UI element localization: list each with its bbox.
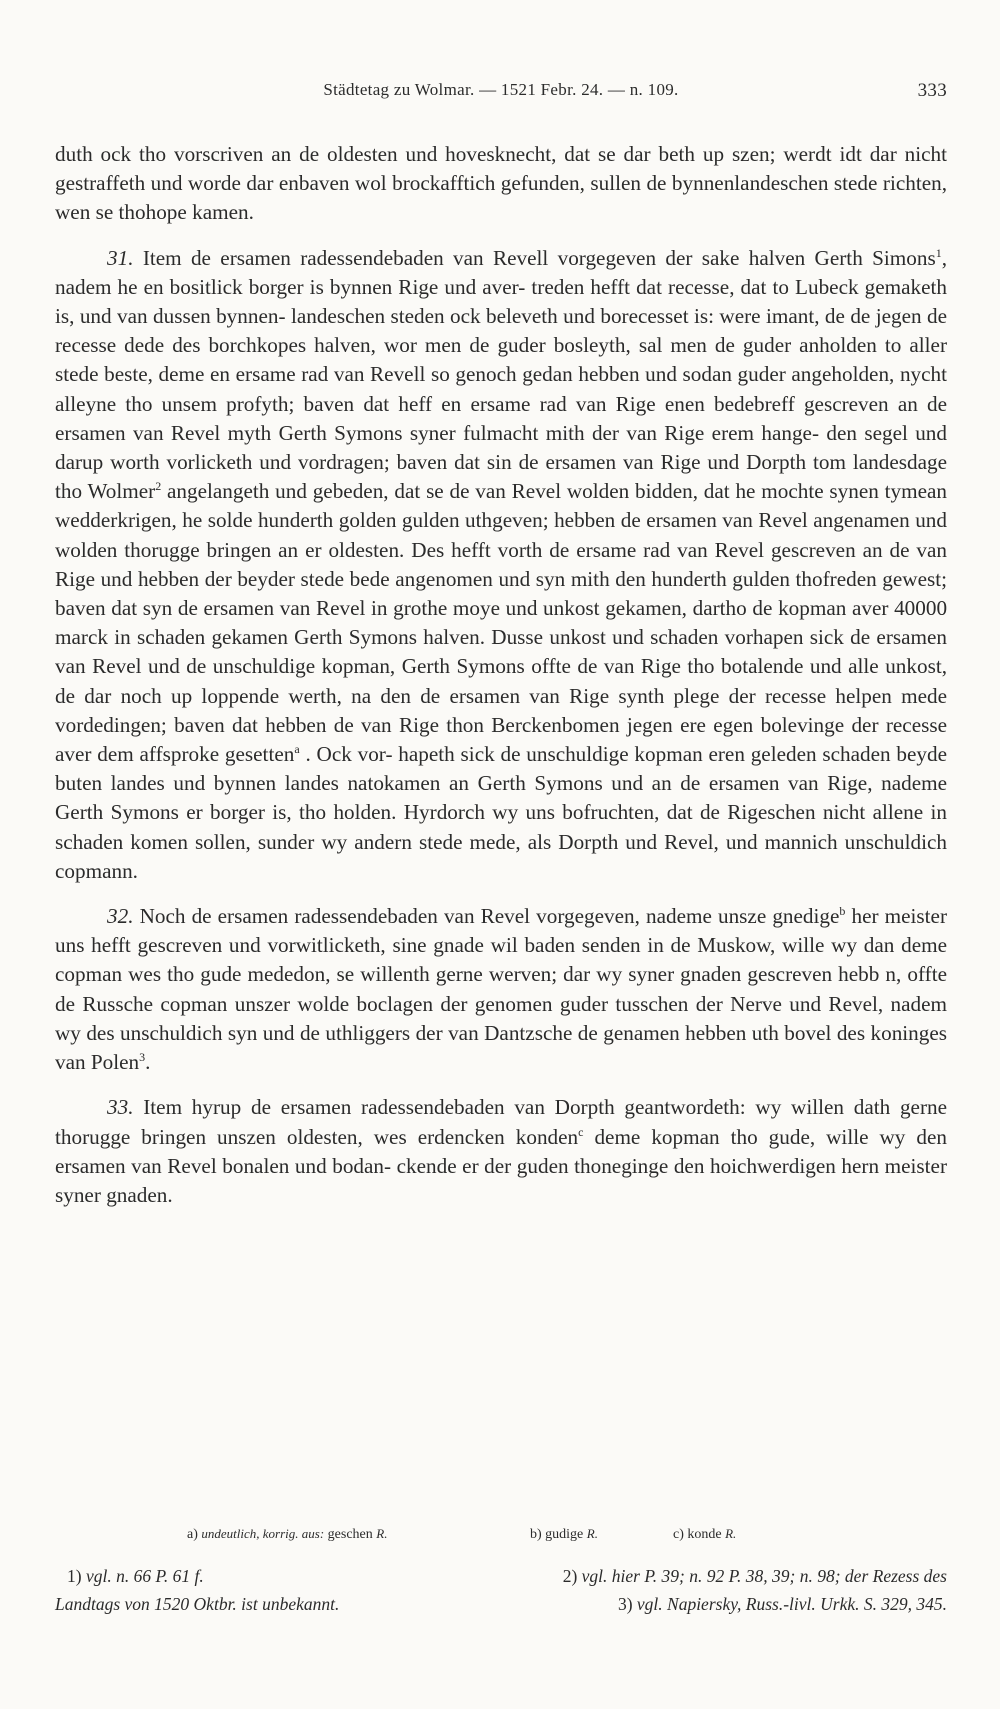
text-line: . Ock vor- [299, 742, 393, 767]
text-line: angenamen und wolden thorugge bringen an er oldesten. Des hefft vorth de [55, 508, 947, 562]
body-text [55, 140, 947, 1210]
text-line: wil baden senden in de Muskow, wille wy dan deme copman wes tho gude [55, 933, 948, 987]
text-line: guder anholden to aller stede beste, deme en ersame rad van Revell so genoch [55, 333, 948, 387]
text-line: . [145, 1050, 151, 1075]
text-line: her meister uns hefft gescreven und vorwitlicketh, sine gnade [55, 904, 947, 958]
text-line: gefunden, sullen de bynnenlandeschen stede richten, wen se thohope kamen. [55, 171, 948, 225]
section-number: 31. [107, 245, 134, 270]
text-line: dat de Rigeschen nicht allene in schaden komen sollen, sunder wy andern stede [55, 800, 947, 854]
text-line: landeschen steden ock beleveth und borecesset is: were imant, de de jegen de [290, 304, 948, 329]
section-number: 33. [107, 1095, 134, 1120]
text-line: und bynnen landes natokamen an Gerth Symons und an de ersamen van Rige, [173, 771, 873, 796]
text-line: , nadem he en bositlick borger is bynnen Rige und aver- [55, 245, 947, 299]
section-number: 32. [107, 904, 134, 929]
text-line: szen; werdt idt dar nicht gestraffeth und worde dar enbaven wol brockafftich [55, 142, 948, 196]
text-line: mede, als Dorpth und Revel, und mannich unschuldich copmann. [55, 829, 948, 883]
text-line: wy willen dath gerne thorugge bringen unszen oldesten, wes erdencken konden [55, 1095, 948, 1149]
footnote-2: 2) vgl. hier P. 39; n. 92 P. 38, 39; n. 98; der Rezess des [562, 1566, 947, 1586]
text-line: offte de Russche copman unszer wolde boclagen der genomen guder tusschen [55, 962, 948, 1016]
text-line: hapeth sick de unschuldige kopman eren geleden schaden beyde buten landes [55, 742, 947, 796]
text-line: angelangeth und gebeden, [161, 479, 389, 504]
text-line: Dantzsche de genamen hebben uth bovel des koninges van Polen [55, 1020, 948, 1075]
section-31 [55, 244, 947, 886]
text-line: Item de ersamen radessendebaden van Revell vorgegeven der sake [142, 245, 740, 270]
text-line: ckende er der guden thoneginge den hoichwerdigen hern meister syner gnaden. [55, 1153, 947, 1207]
footnote-ref: c [578, 1124, 584, 1139]
section-32 [55, 902, 947, 1077]
footnote-row [55, 1590, 947, 1618]
page-number: 333 [917, 80, 947, 101]
text-line: halven Gerth Simons [748, 245, 936, 270]
text-line: unkost und schaden vorhapen sick de ersamen van Revel und de unschuldige [55, 625, 947, 679]
text-line: Noch de ersamen radessendebaden van Revel vorgegeven, nademe [139, 904, 712, 929]
footnote-b: b) gudige R. [530, 1526, 598, 1542]
text-line: der Nerve und Revel, nadem wy des unschuldich syn und de uthliggers der van [55, 991, 947, 1045]
text-line: treden hefft dat recesse, dat to Lubeck gemaketh is, und van dussen bynnen- [55, 274, 948, 329]
text-line: unsze gnedige [717, 904, 840, 929]
text-line: baven dat heff en ersame rad van Rige enen bedebreff gescreven an de ersamen [55, 391, 947, 445]
running-title: Städtetag zu Wolmar. — 1521 Febr. 24. — n. 109. [323, 80, 679, 99]
running-head [55, 80, 947, 104]
footnote-1: 1) vgl. n. 66 P. 61 f. [67, 1566, 204, 1586]
footnote-ref: 3 [139, 1050, 146, 1065]
text-line: dat syn de ersamen van Revel in grothe moye und unkost gekamen, dartho de [111, 596, 773, 621]
text-line: he solde hunderth golden gulden uthgeven; hebben de ersamen van Revel [182, 508, 808, 533]
footnote-row [55, 1562, 947, 1590]
footnote-ref: b [839, 904, 846, 919]
text-line: mededon, se willenth gerne werven; dar wy syner gnaden gescreven hebb n, [247, 962, 902, 987]
text-line: kopman, Gerth Symons offte de van Rige tho botalende und alle unkost, de dar [55, 654, 948, 708]
text-line: bede angenomen und syn mith den hunderth gulden thofreden gewest; baven [55, 566, 947, 621]
footnotes-reference [55, 1562, 947, 1618]
text-line: helpen mede vordedingen; baven dat hebben de van Rige thon Berckenbomen [55, 683, 948, 737]
text-line: jegen ere egen bolevinge der recesse aver dem affsproke gesetten [55, 712, 948, 767]
text-line: den segel und darup worth vorlicketh und vordragen; baven dat sin de ersamen [55, 420, 947, 475]
text-line: noch up loppende werth, na den de ersamen van Rige synth plege der recesse [120, 683, 827, 708]
section-33 [55, 1093, 947, 1210]
footnote-3: 3) vgl. Napiersky, Russ.-livl. Urkk. S. 329, 345. [617, 1594, 947, 1614]
footnote-ref: 2 [155, 479, 162, 494]
intro-paragraph [55, 140, 947, 228]
text-line: kopman aver 40000 marck in schaden gekamen Gerth Symons halven. Dusse [55, 596, 948, 650]
text-line: Item hyrup de ersamen radessendebaden van Dorpth geantwordeth: [143, 1095, 746, 1120]
text-line: recesse dede des borchkopes halven, wor men de guder bosleyth, sal men de [55, 333, 735, 358]
text-line: dat se de van Revel wolden bidden, dat he mochte synen tymean wedderkrigen, [55, 479, 947, 533]
text-line: nademe Gerth Symons er borger is, tho holden. Hyrdorch wy uns bofruchten, [55, 771, 947, 825]
footnote-c: c) konde R. [673, 1526, 737, 1542]
text-line: duth ock tho vorscriven an de oldesten und hovesknecht, dat se dar beth up [55, 142, 725, 166]
footnotes-critical [55, 1526, 947, 1548]
footnote-2-cont: Landtags von 1520 Oktbr. ist unbekannt. [55, 1594, 340, 1614]
text-line: gedan hebben und sodan guder angeholden, nycht alleyne tho unsem profyth; [55, 362, 948, 416]
text-line: van Rige und Dorpth tom landesdage tho Wolmer [55, 450, 947, 504]
footnote-a: a) undeutlich, korrig. aus: geschen R. [187, 1526, 388, 1542]
text-line: van Revel myth Gerth Symons syner fulmacht mith der van Rige erem hange- [132, 420, 820, 445]
text-line: ersame rad van Revel gescreven an de van Rige und hebben der beyder stede [55, 537, 947, 591]
footnote-ref: a [294, 742, 300, 756]
footnote-ref: 1 [935, 245, 942, 260]
text-line: deme kopman tho gude, wille wy den ersamen van Revel bonalen und bodan- [55, 1124, 947, 1178]
